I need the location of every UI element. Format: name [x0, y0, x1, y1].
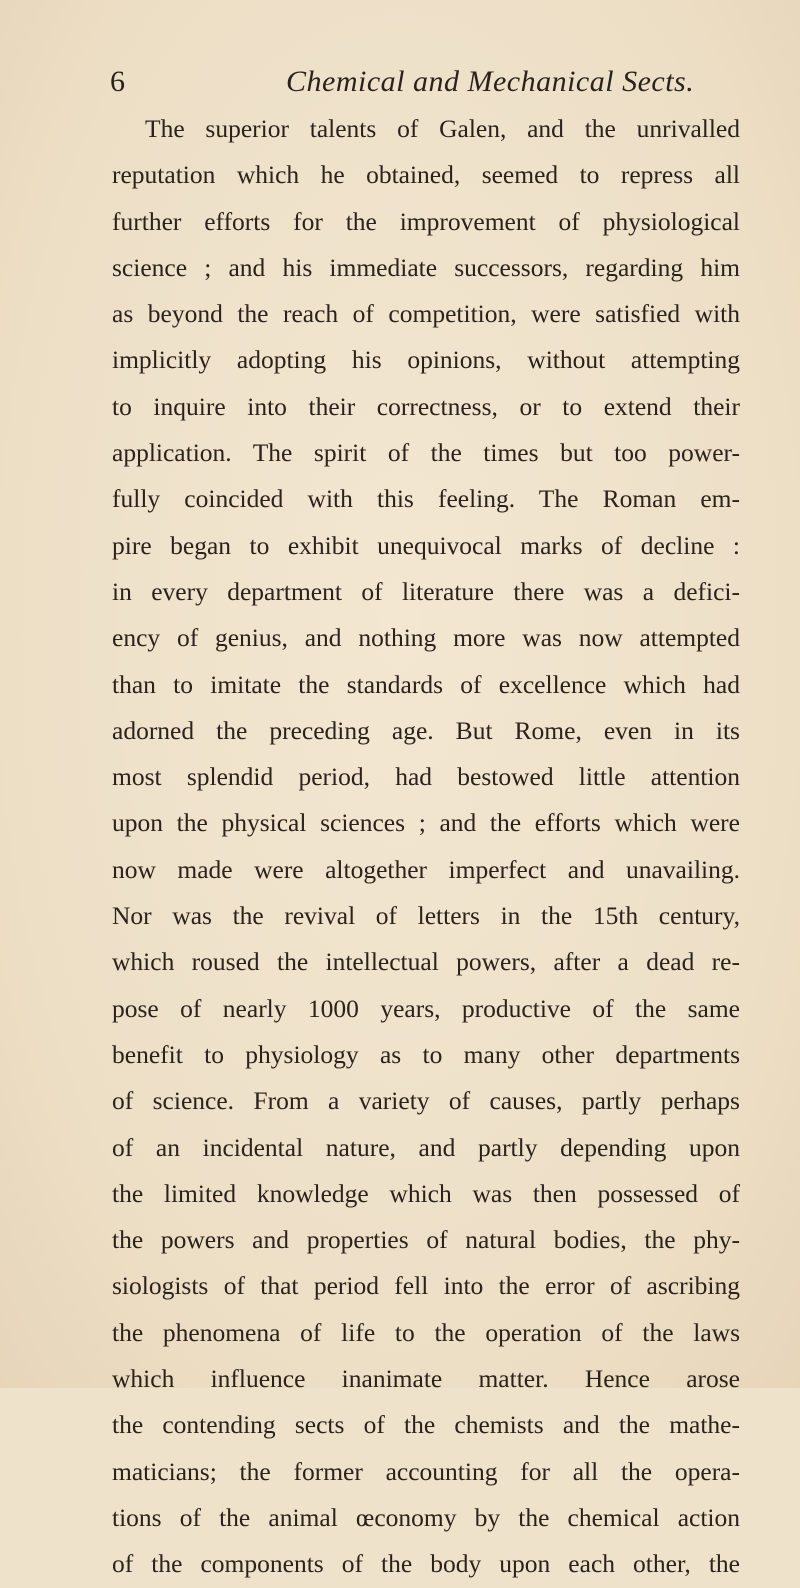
text-line: the limited knowledge which was then possessed of — [112, 1178, 740, 1208]
text-line: tions of the animal œconomy by the chemical action — [112, 1502, 740, 1532]
text-line: which influence inanimate matter. Hence arose — [112, 1364, 740, 1394]
text-line: to inquire into their correctness, or to extend their — [112, 391, 740, 421]
text-line: which roused the intellectual powers, after a dead re- — [112, 947, 740, 977]
text-line: The superior talents of Galen, and the unrivalled — [145, 114, 740, 143]
text-line: further efforts for the improvement of physiological — [112, 206, 740, 236]
body-paragraph — [112, 106, 740, 1588]
text-line: adorned the preceding age. But Rome, even in its — [112, 715, 740, 745]
text-line: than to imitate the standards of excellence which had — [112, 669, 740, 699]
text-line: now made were altogether imperfect and unavailing. — [112, 854, 740, 884]
text-line: maticians; the former accounting for all the opera- — [112, 1456, 740, 1486]
text-line: the contending sects of the chemists and the mathe- — [112, 1410, 740, 1440]
text-line: most splendid period, had bestowed little attention — [112, 762, 740, 792]
text-line: as beyond the reach of competition, were satisfied with — [112, 299, 740, 329]
page-number: 6 — [110, 65, 125, 98]
text-line: the phenomena of life to the operation of the laws — [112, 1317, 740, 1347]
page-header — [110, 62, 750, 102]
text-line: upon the physical sciences ; and the efforts which were — [112, 808, 740, 838]
text-line: ency of genius, and nothing more was now attempted — [112, 623, 740, 653]
text-line: implicitly adopting his opinions, without attempting — [112, 345, 740, 375]
text-line: application. The spirit of the times but too power- — [112, 438, 740, 468]
text-line: siologists of that period fell into the error of ascribing — [112, 1271, 740, 1301]
text-line: of science. From a variety of causes, partly perhaps — [112, 1086, 740, 1116]
text-line: pire began to exhibit unequivocal marks of decline : — [112, 530, 740, 560]
text-line: Nor was the revival of letters in the 15th century, — [112, 901, 740, 931]
text-line: of the components of the body upon each other, the — [112, 1549, 740, 1579]
running-head: Chemical and Mechanical Sects. — [286, 65, 695, 98]
text-line: pose of nearly 1000 years, productive of the same — [112, 993, 740, 1023]
text-line: reputation which he obtained, seemed to repress all — [112, 160, 740, 190]
text-line: of an incidental nature, and partly depending upon — [112, 1132, 740, 1162]
text-line: benefit to physiology as to many other departments — [112, 1039, 740, 1069]
text-line: fully coincided with this feeling. The Roman em- — [112, 484, 740, 514]
text-line: science ; and his immediate successors, regarding him — [112, 252, 740, 282]
text-line: in every department of literature there was a defici- — [112, 576, 740, 606]
text-line: the powers and properties of natural bodies, the phy- — [112, 1225, 740, 1255]
